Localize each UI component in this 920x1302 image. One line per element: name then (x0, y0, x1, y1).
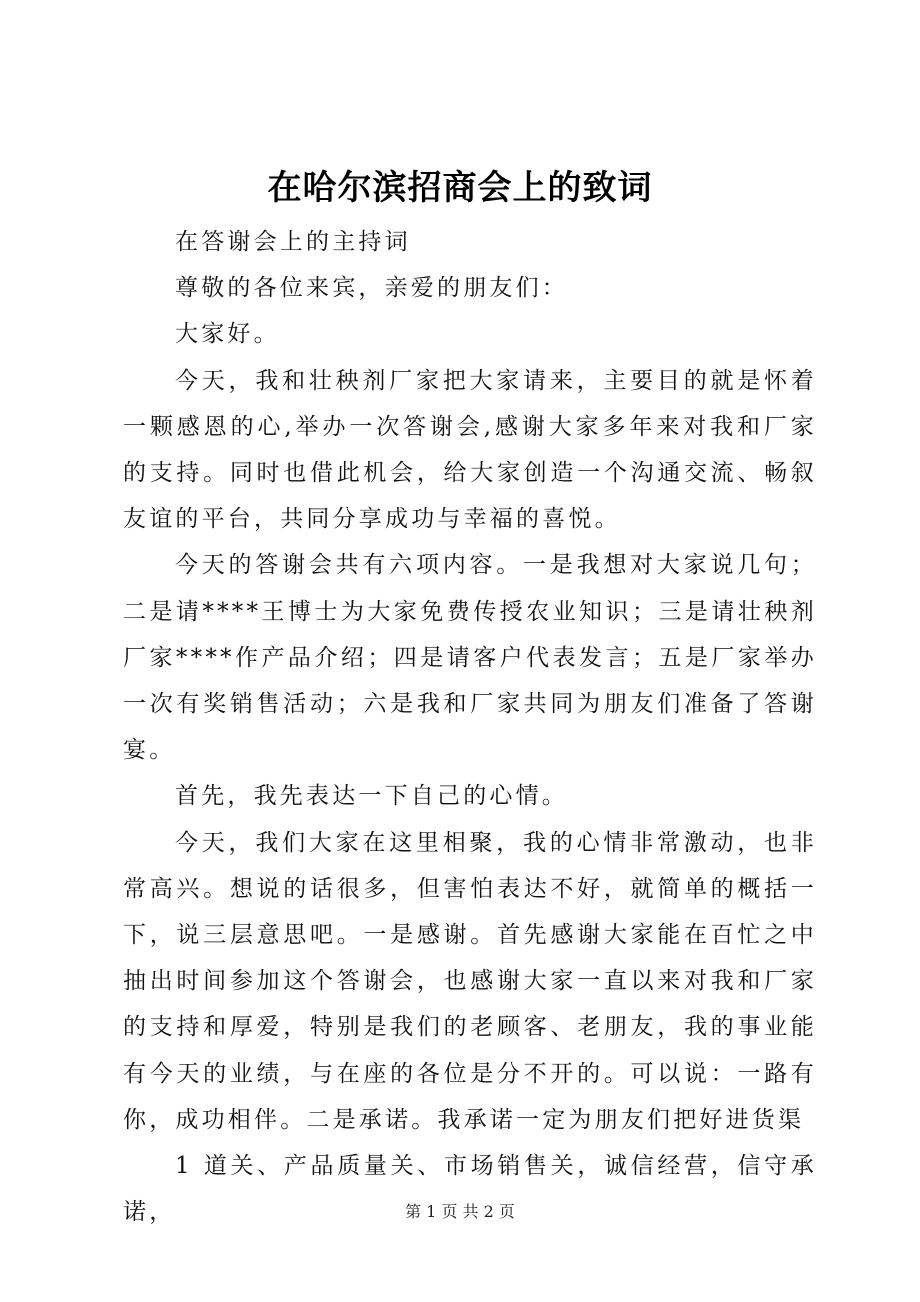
paragraph-gratitude: 今天，我们大家在这里相聚，我的心情非常激动，也非常高兴。想说的话很多，但害怕表达不好，就简单的概括一下，说三层意思吧。一是感谢。首先感谢大家能在百忙之中抽出时间参加这个答谢会，也感谢大家一直以来对我和厂家的支持和厚爱，特别是我们的老顾客、老朋友，我的事业能有今天的业绩，与在座的各位是分不开的。可以说：一路有你，成功相伴。二是承诺。我承诺一定为朋友们把好进货渠 (123, 829, 817, 1133)
paragraph-subtitle: 在答谢会上的主持词 (175, 229, 411, 255)
paragraph-intro: 首先，我先表达一下自己的心情。 (175, 783, 568, 810)
paragraph-purpose: 今天，我和壮秧剂厂家把大家请来，主要目的就是怀着一颗感恩的心,举办一次答谢会,感谢大家多年来对我和厂家的支持。同时也借此机会，给大家创造一个沟通交流、畅叙友谊的平台，共同分享成功与幸福的喜悦。 (123, 367, 817, 533)
paragraph-salutation: 尊敬的各位来宾，亲爱的朋友们： (175, 275, 568, 302)
paragraph-commitment: 1 道关、产品质量关、市场销售关，诚信经营，信守承诺， (123, 1153, 817, 1226)
document-title: 在哈尔滨招商会上的致词 (267, 168, 653, 208)
paragraph-greeting: 大家好。 (175, 321, 280, 348)
paragraph-agenda: 今天的答谢会共有六项内容。一是我想对大家说几句；二是请****王博士为大家免费传授农业知识；三是请壮秧剂厂家****作产品介绍；四是请客户代表发言；五是厂家举办一次有奖销售活动；六是我和厂家共同为朋友们准备了答谢宴。 (123, 552, 817, 764)
page-indicator: 第 1 页 共 2 页 (405, 1202, 515, 1221)
document-body (123, 219, 817, 1235)
